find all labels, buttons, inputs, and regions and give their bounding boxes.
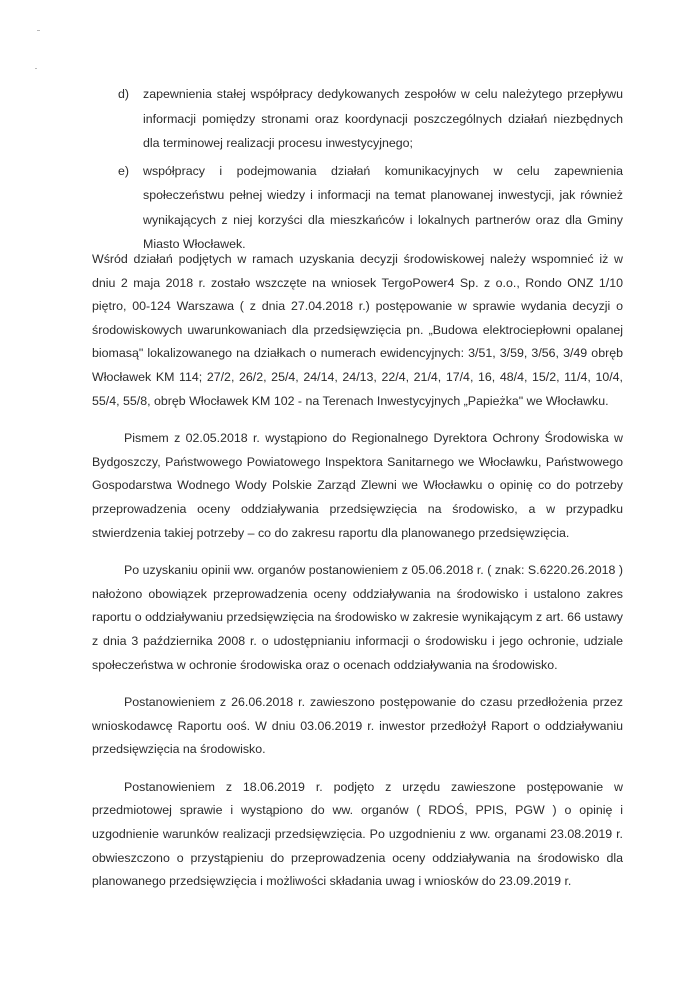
paragraph-suspension: Postanowieniem z 26.06.2018 r. zawieszono postępowanie do czasu przedłożenia przez wnioskodawcę Raportu ooś. W dniu 03.06.2019 r. inwestor przedłożył Raport o oddziaływaniu przedsięwzięcia na środowisko. bbox=[92, 695, 623, 757]
list-marker: d) bbox=[118, 87, 130, 101]
paragraph-resumption: Postanowieniem z 18.06.2019 r. podjęto z urzędu zawieszone postępowanie w przedmiotowej sprawie i wystąpiono do ww. organów ( RDOŚ, PPIS, PGW ) o opinię i uzgodnienie warunków realizacji przedsięwzięcia. Po uzgodnieniu z ww. organami 23.08.2019 r. obwieszczono o przystąpieniu do przeprowadzenia oceny oddziaływania na środowisko dla planowanego przedsięwzięcia i możliwości składania uwag i wniosków do 23.09.2019 r. bbox=[92, 779, 623, 889]
list-item bbox=[118, 82, 623, 156]
paragraph-letter-to-authorities: Pismem z 02.05.2018 r. wystąpiono do Regionalnego Dyrektora Ochrony Środowiska w Bydgoszczy, Państwowego Powiatowego Inspektora Sanitarnego we Włocławku, Państwowego Gospodarstwa Wodnego Wody Polskie Zarząd Zlewni we Włocławku o opinię co do potrzeby przeprowadzenia oceny oddziaływania przedsięwzięcia na środowisko, a w przypadku stwierdzenia takiej potrzeby – co do zakresu raportu dla planowanego przedsięwzięcia. bbox=[92, 431, 623, 540]
obligations-list bbox=[118, 82, 623, 260]
scan-speck bbox=[37, 30, 40, 31]
list-item-text: zapewnienia stałej współpracy dedykowanych zespołów w celu należytego przepływu informacji pomiędzy stronami oraz koordynacji poszczególnych działań niezbędnych dla terminowej realizacji procesu inwestycyjnego; bbox=[143, 87, 623, 150]
list-item-text: współpracy i podejmowania działań komunikacyjnych w celu zapewnienia społeczeństwu pełnej wiedzy i informacji na temat planowanej inwestycji, jak również wynikających z niej korzyści dla mieszkańców i lokalnych partnerów oraz dla Gminy Miasto Włocławek. bbox=[143, 163, 623, 251]
scan-speck bbox=[35, 68, 37, 69]
document-body bbox=[92, 248, 623, 908]
list-item bbox=[118, 159, 623, 257]
list-marker: e) bbox=[118, 163, 130, 178]
paragraph-environmental-decision: Wśród działań podjętych w ramach uzyskania decyzji środowiskowej należy wspomnieć iż w dniu 2 maja 2018 r. zostało wszczęte na wniosek TergoPower4 Sp. z o.o., Rondo ONZ 1/10 piętro, 00-124 Warszawa ( z dnia 27.04.2018 r.) postępowanie w sprawie wydania decyzji o środowiskowych uwarunkowaniach dla przedsięwzięcia pn. „Budowa elektrociepłowni opalanej biomasą" lokalizowanego na działkach o numerach ewidencyjnych: 3/51, 3/59, 3/56, 3/49 obręb Włocławek KM 114; 27/2, 26/2, 25/4, 24/14, 24/13, 22/4, 21/4, 17/4, 16, 48/4, 15/2, 11/4, 10/4, 55/4, 55/8, obręb Włocławek KM 102 - na Terenach Inwestycyjnych „Papieżka" we Włocławku. bbox=[92, 252, 623, 408]
paragraph-opinion-obtained: Po uzyskaniu opinii ww. organów postanowieniem z 05.06.2018 r. ( znak: S.6220.26.2018 ) nałożono obowiązek przeprowadzenia oceny oddziaływania na środowisko i ustalono zakres raportu o oddziaływaniu przedsięwzięcia na środowisko w zakresie wynikającym z art. 66 ustawy z dnia 3 października 2008 r. o udostępnianiu informacji o środowisku i jego ochronie, udziale społeczeństwa w ochronie środowiska oraz o ocenach oddziaływania na środowisko. bbox=[92, 563, 623, 672]
